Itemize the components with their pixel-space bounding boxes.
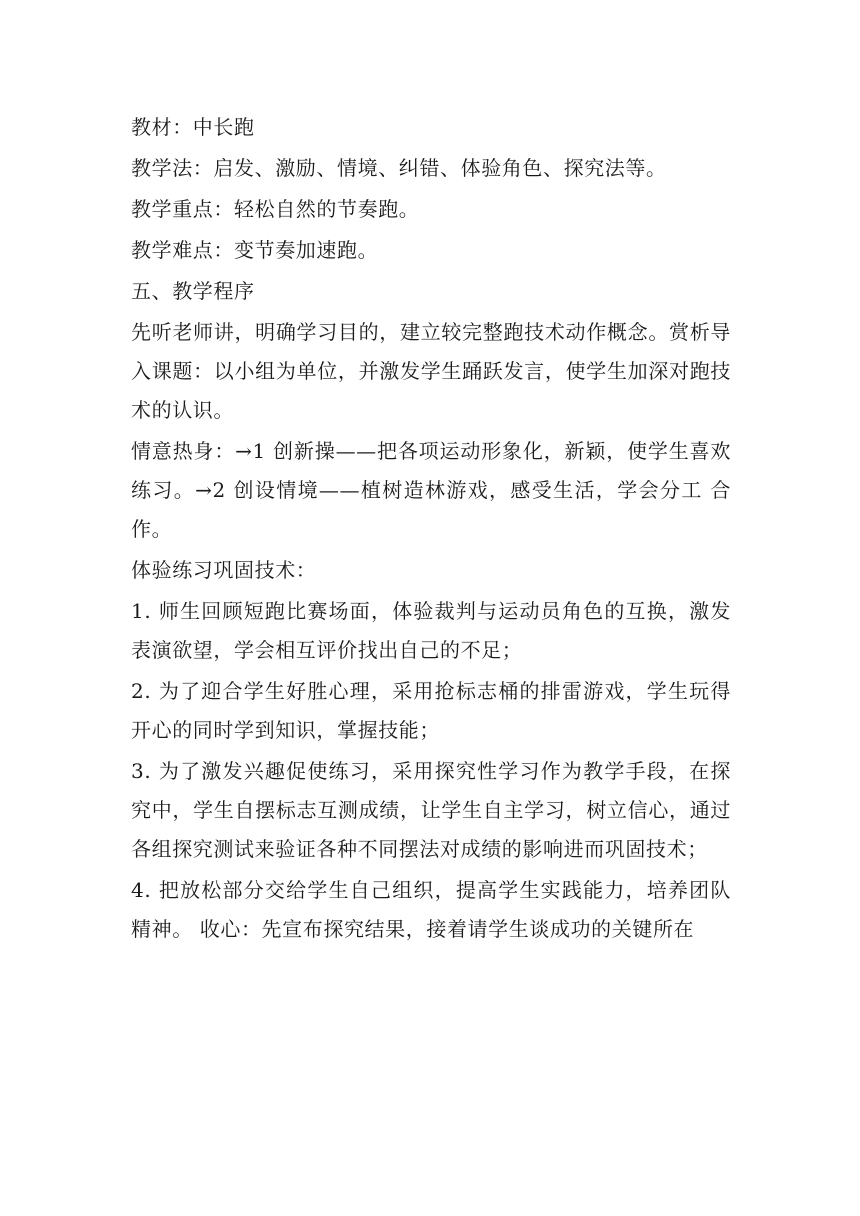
list-item-2: 2. 为了迎合学生好胜心理，采用抢标志桶的排雷游戏，学生玩得开心的同时学到知识，掌握技能； [131,679,731,742]
list-item-4: 4. 把放松部分交给学生自己组织，提高学生实践能力，培养团队精神。 收心：先宣布探究结果，接着请学生谈成功的关键所在 [131,878,731,941]
paragraph-teaching-methods: 教学法：启发、激励、情境、纠错、体验角色、探究法等。 [131,156,667,180]
paragraph-textbook: 教材：中长跑 [131,115,255,139]
document-body [131,108,731,949]
list-item-3: 3. 为了激发兴趣促使练习，采用探究性学习作为教学手段，在探究中，学生自摆标志互测成绩，让学生自主学习，树立信心，通过各组探究测试来验证各种不同摆法对成绩的影响进而巩固技术； [131,759,731,861]
list-item-1: 1. 师生回顾短跑比赛场面，体验裁判与运动员角色的互换，激发表演欲望，学会相互评价找出自己的不足； [131,599,731,662]
paragraph-practice-heading: 体验练习巩固技术： [131,558,317,582]
paragraph-teaching-focus: 教学重点：轻松自然的节奏跑。 [131,197,420,221]
paragraph-teaching-difficulty: 教学难点：变节奏加速跑。 [131,238,379,262]
section-heading-teaching-procedure: 五、教学程序 [131,279,255,303]
paragraph-introduction: 先听老师讲，明确学习目的，建立较完整跑技术动作概念。赏析导入课题：以小组为单位，并激发学生踊跃发言，使学生加深对跑技术的认识。 [131,320,731,422]
paragraph-warm-up: 情意热身：→1 创新操——把各项运动形象化，新颖，使学生喜欢练习。→2 创设情境——植树造林游戏，感受生活，学会分工 合作。 [131,439,731,541]
